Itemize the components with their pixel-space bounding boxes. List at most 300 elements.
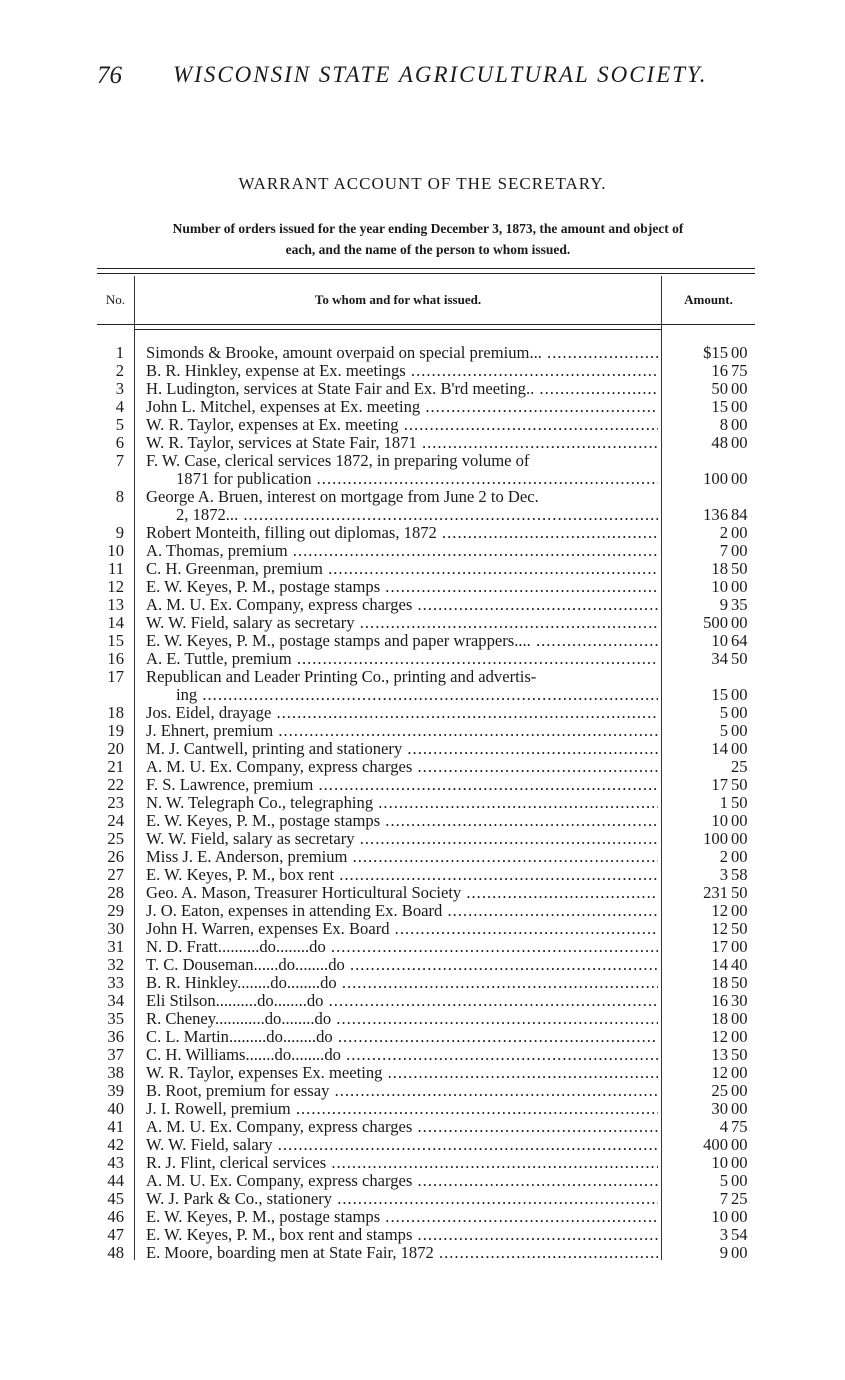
order-amount [663,956,753,974]
order-number: 17 [107,667,124,686]
amount-dollars: 4 [719,1117,728,1136]
description-line: 1871 for publication ..... [146,470,658,488]
order-amount [663,524,753,542]
description-line: F. W. Case, clerical services 1872, in preparing volume of [146,452,530,470]
order-amount [663,1244,753,1262]
amount-cents: 64 [731,631,748,650]
table-row [97,578,757,596]
description-line: R. J. Flint, clerical services ..... [146,1154,658,1172]
order-number: 21 [107,757,124,776]
order-number: 36 [107,1027,124,1046]
amount-cents: 00 [731,703,748,722]
order-description [146,992,658,1010]
description-line: J. Ehnert, premium ..... [146,722,658,740]
amount-dollars: 7 [719,541,728,560]
order-description [146,1226,658,1244]
table-row [97,938,757,956]
table-row [97,398,757,416]
order-amount [663,758,753,776]
table-row [97,794,757,812]
description-line: J. O. Eaton, expenses in attending Ex. Board ..... [146,902,658,920]
order-description [146,866,658,884]
order-amount [663,920,753,938]
table-row [97,902,757,920]
description-line: Geo. A. Mason, Treasurer Horticultural Society ..... [146,884,658,902]
amount-dollars: 5 [719,1171,728,1190]
table-top-rule-inner [97,273,755,274]
description-line: A. M. U. Ex. Company, express charges ..... [146,1118,658,1136]
table-row [97,776,757,794]
order-amount [663,398,753,416]
order-amount [663,740,753,758]
amount-cents: 50 [731,919,748,938]
amount-cents: 75 [731,361,748,380]
amount-cents: 00 [731,1081,748,1100]
description-line: W. R. Taylor, expenses Ex. meeting ..... [146,1064,658,1082]
order-amount [663,596,753,614]
header-bottom-rule [97,324,755,325]
order-amount [663,1172,753,1190]
order-number: 3 [115,379,124,398]
order-description [146,614,658,632]
amount-dollars: 2 [719,847,728,866]
amount-dollars: 2 [719,523,728,542]
order-number: 11 [108,559,124,578]
order-number: 2 [115,361,124,380]
order-amount [663,812,753,830]
order-description [146,488,658,524]
order-amount [663,362,753,380]
order-number: 22 [107,775,124,794]
amount-dollars: 8 [719,415,728,434]
table-row [97,758,757,776]
table-row [97,434,757,452]
amount-dollars: 10 [711,577,728,596]
amount-cents: 54 [731,1225,748,1244]
amount-dollars: 500 [703,613,728,632]
table-row [97,1010,757,1028]
amount-dollars: 13 [711,1045,728,1064]
order-amount [663,794,753,812]
table-row [97,992,757,1010]
description-line: N. D. Fratt..........do........do ..... [146,938,658,956]
order-number: 9 [115,523,124,542]
amount-cents: 00 [731,1027,748,1046]
order-amount [663,560,753,578]
amount-dollars: 18 [711,973,728,992]
order-description [146,848,658,866]
amount-cents: 25 [731,757,748,776]
order-description [146,560,658,578]
order-number: 39 [107,1081,124,1100]
table-row [97,1154,757,1172]
table-row [97,1190,757,1208]
amount-cents: 50 [731,973,748,992]
table-row [97,416,757,434]
table-row [97,542,757,560]
amount-dollars: 15 [711,397,728,416]
order-description [146,956,658,974]
amount-cents: 00 [731,829,748,848]
order-amount [663,632,753,650]
table-row [97,614,757,632]
order-description [146,884,658,902]
table-row [97,1208,757,1226]
amount-cents: 00 [731,1009,748,1028]
order-number: 40 [107,1099,124,1118]
order-amount [663,1208,753,1226]
order-number: 32 [107,955,124,974]
amount-dollars: 48 [711,433,728,452]
order-amount [663,1064,753,1082]
amount-dollars: 15 [711,685,728,704]
subtitle-line: Number of orders issued for the year ending December 3, 1873, the amount and object of [172,221,684,236]
table-row [97,884,757,902]
subtitle-line: each, and the name of the person to whom issued. [285,242,571,257]
order-description [146,740,658,758]
description-line: C. H. Greenman, premium ..... [146,560,658,578]
amount-cents: 00 [731,901,748,920]
column-header-amount: Amount. [684,292,733,307]
order-amount [663,650,753,668]
order-number: 38 [107,1063,124,1082]
order-description [146,344,658,362]
description-line: A. E. Tuttle, premium ..... [146,650,658,668]
order-amount [663,902,753,920]
description-line: W. W. Field, salary as secretary ..... [146,614,658,632]
order-amount [663,974,753,992]
amount-cents: 00 [731,433,748,452]
amount-cents: 50 [731,649,748,668]
description-line: W. R. Taylor, services at State Fair, 1871 ..... [146,434,658,452]
order-number: 26 [107,847,124,866]
order-number: 10 [107,541,124,560]
table-row [97,488,757,524]
order-amount [663,1028,753,1046]
description-line: H. Ludington, services at State Fair and Ex. B'rd meeting.. ..... [146,380,658,398]
order-number: 48 [107,1243,124,1262]
order-number: 4 [115,397,124,416]
description-line: M. J. Cantwell, printing and stationery ..... [146,740,658,758]
order-description [146,794,658,812]
order-description [146,1064,658,1082]
amount-cents: 50 [731,559,748,578]
table-row [97,956,757,974]
order-description [146,938,658,956]
amount-cents: 00 [731,397,748,416]
amount-dollars: 16 [711,991,728,1010]
order-description [146,1100,658,1118]
description-line: E. W. Keyes, P. M., postage stamps ..... [146,578,658,596]
description-line: E. W. Keyes, P. M., box rent ..... [146,866,658,884]
amount-cents: 00 [731,1135,748,1154]
order-number: 12 [107,577,124,596]
table-row [97,344,757,362]
table-row [97,1136,757,1154]
order-description [146,632,658,650]
amount-dollars: 12 [711,1063,728,1082]
amount-dollars: 1 [719,793,728,812]
order-amount [663,776,753,794]
order-number: 34 [107,991,124,1010]
order-description [146,380,658,398]
order-amount [663,578,753,596]
table-row [97,812,757,830]
amount-cents: 25 [731,1189,748,1208]
table-row [97,1046,757,1064]
order-number: 37 [107,1045,124,1064]
page-header [97,62,717,96]
order-description [146,776,658,794]
page-number: 76 [97,62,122,89]
document-title: WARRANT ACCOUNT OF THE SECRETARY. [238,174,607,193]
amount-dollars: 17 [711,937,728,956]
table-row [97,866,757,884]
warrant-table-body [97,344,757,1262]
amount-cents: 00 [731,523,748,542]
amount-dollars: 9 [719,595,728,614]
amount-cents: 00 [731,721,748,740]
description-line: J. I. Rowell, premium ..... [146,1100,658,1118]
amount-cents: 50 [731,883,748,902]
order-number: 30 [107,919,124,938]
order-description [146,668,658,704]
amount-dollars: 231 [703,883,728,902]
column-header-no: No. [105,292,126,307]
order-number: 45 [107,1189,124,1208]
amount-cents: 50 [731,775,748,794]
amount-dollars: 12 [711,1027,728,1046]
order-amount [663,1136,753,1154]
description-line: B. R. Hinkley, expense at Ex. meetings ..... [146,362,658,380]
description-line: E. Moore, boarding men at State Fair, 1872 ..... [146,1244,658,1262]
description-line: Eli Stilson..........do........do ..... [146,992,658,1010]
description-line: A. M. U. Ex. Company, express charges ..... [146,596,658,614]
order-number: 19 [107,721,124,740]
order-description [146,758,658,776]
amount-cents: 00 [731,577,748,596]
order-number: 31 [107,937,124,956]
amount-cents: 40 [731,955,748,974]
order-number: 20 [107,739,124,758]
table-row [97,704,757,722]
amount-cents: 00 [731,1063,748,1082]
amount-dollars: 14 [711,739,728,758]
order-number: 47 [107,1225,124,1244]
amount-cents: 00 [731,469,748,488]
amount-dollars: 10 [711,811,728,830]
amount-cents: 00 [731,379,748,398]
order-number: 42 [107,1135,124,1154]
amount-cents: 00 [731,1099,748,1118]
table-row [97,1100,757,1118]
description-line: R. Cheney............do........do ..... [146,1010,658,1028]
order-description [146,1208,658,1226]
amount-dollars: 9 [719,1243,728,1262]
description-line: Robert Monteith, filling out diplomas, 1872 ..... [146,524,658,542]
table-row [97,596,757,614]
order-description [146,812,658,830]
amount-dollars: 7 [719,1189,728,1208]
amount-cents: 00 [731,685,748,704]
order-amount [663,992,753,1010]
description-line: E. W. Keyes, P. M., postage stamps and paper wrappers.... ..... [146,632,658,650]
amount-dollars: 16 [711,361,728,380]
description-line: W. R. Taylor, expenses at Ex. meeting ..... [146,416,658,434]
order-description [146,1010,658,1028]
order-description [146,1028,658,1046]
description-line: B. Root, premium for essay ..... [146,1082,658,1100]
header-bottom-rule-inner [135,329,662,330]
amount-cents: 00 [731,811,748,830]
order-amount [663,1118,753,1136]
amount-dollars: 14 [711,955,728,974]
table-row [97,1244,757,1262]
amount-dollars: 12 [711,901,728,920]
order-description [146,650,658,668]
amount-cents: 00 [731,739,748,758]
table-row [97,974,757,992]
amount-cents: 00 [731,415,748,434]
table-row [97,1226,757,1244]
table-row [97,632,757,650]
amount-cents: 50 [731,793,748,812]
order-amount [663,1226,753,1244]
amount-dollars: 10 [711,1153,728,1172]
order-amount [663,1046,753,1064]
table-row [97,848,757,866]
amount-dollars: 17 [711,775,728,794]
order-amount [663,344,753,362]
table-row [97,830,757,848]
description-line: ing ..... [146,686,658,704]
amount-dollars: $15 [703,343,728,362]
order-description [146,1154,658,1172]
amount-dollars: 18 [711,559,728,578]
amount-cents: 00 [731,1207,748,1226]
amount-cents: 00 [731,613,748,632]
amount-cents: 58 [731,865,748,884]
amount-dollars: 5 [719,703,728,722]
amount-dollars: 3 [719,1225,728,1244]
order-description [146,416,658,434]
description-line: E. W. Keyes, P. M., postage stamps ..... [146,1208,658,1226]
order-amount [663,722,753,740]
description-line: E. W. Keyes, P. M., box rent and stamps ..... [146,1226,658,1244]
description-line: Miss J. E. Anderson, premium ..... [146,848,658,866]
order-description [146,920,658,938]
order-number: 46 [107,1207,124,1226]
amount-dollars: 136 [703,505,728,524]
order-amount [663,614,753,632]
table-row [97,560,757,578]
amount-cents: 00 [731,541,748,560]
amount-cents: 00 [731,847,748,866]
column-header-whom: To whom and for what issued. [314,292,482,307]
order-description [146,524,658,542]
table-top-rule [97,268,755,269]
amount-cents: 75 [731,1117,748,1136]
table-row [97,1172,757,1190]
order-number: 24 [107,811,124,830]
table-row [97,380,757,398]
order-number: 6 [115,433,124,452]
table-row [97,722,757,740]
table-row [97,1064,757,1082]
order-description [146,974,658,992]
description-line: W. W. Field, salary as secretary ..... [146,830,658,848]
amount-dollars: 34 [711,649,728,668]
order-amount [663,1010,753,1028]
order-description [146,704,658,722]
order-number: 29 [107,901,124,920]
order-amount [663,1154,753,1172]
description-line: A. M. U. Ex. Company, express charges ..... [146,1172,658,1190]
order-amount [663,416,753,434]
order-amount [663,848,753,866]
order-description [146,542,658,560]
amount-cents: 00 [731,937,748,956]
amount-dollars: 10 [711,631,728,650]
amount-cents: 00 [731,1171,748,1190]
amount-dollars: 5 [719,721,728,740]
amount-cents: 30 [731,991,748,1010]
order-description [146,1136,658,1154]
order-description [146,1244,658,1262]
order-description [146,578,658,596]
amount-dollars: 18 [711,1009,728,1028]
order-amount [663,470,753,488]
order-amount [663,1100,753,1118]
order-amount [663,380,753,398]
order-amount [663,884,753,902]
order-number: 1 [115,343,124,362]
order-description [146,452,658,488]
order-description [146,1172,658,1190]
table-row [97,920,757,938]
order-number: 25 [107,829,124,848]
order-amount [663,938,753,956]
amount-dollars: 25 [711,1081,728,1100]
description-line: Republican and Leader Printing Co., printing and advertis- [146,668,537,686]
order-number: 33 [107,973,124,992]
description-line: W. W. Field, salary ..... [146,1136,658,1154]
description-line: Simonds & Brooke, amount overpaid on special premium... ..... [146,344,658,362]
order-description [146,362,658,380]
order-number: 41 [107,1117,124,1136]
order-amount [663,686,753,704]
order-amount [663,506,753,524]
table-row [97,362,757,380]
amount-dollars: 100 [703,469,728,488]
order-number: 8 [115,487,124,506]
order-description [146,1046,658,1064]
order-amount [663,866,753,884]
amount-dollars: 3 [719,865,728,884]
description-line: George A. Bruen, interest on mortgage from June 2 to Dec. [146,488,539,506]
table-row [97,524,757,542]
order-number: 15 [107,631,124,650]
order-number: 5 [115,415,124,434]
order-number: 23 [107,793,124,812]
order-amount [663,1082,753,1100]
table-row [97,1118,757,1136]
table-row [97,452,757,488]
table-row [97,1082,757,1100]
order-number: 27 [107,865,124,884]
order-number: 18 [107,703,124,722]
description-line: 2, 1872... ..... [146,506,658,524]
